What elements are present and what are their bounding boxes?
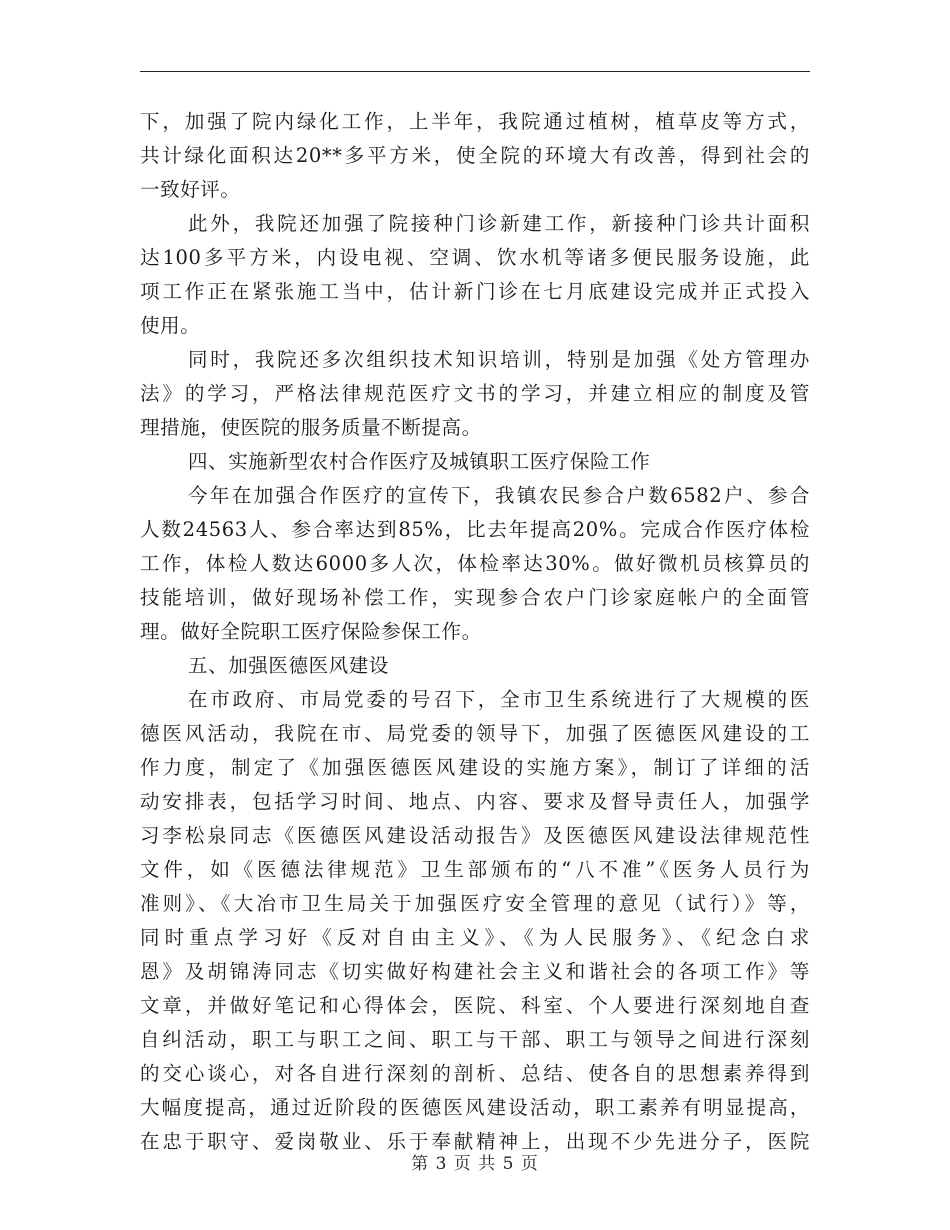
body-text: [140, 105, 810, 1159]
text-line: 大幅度提高，通过近阶段的医德医风建设活动，职工素养有明显提高，: [140, 1096, 810, 1119]
text-line: 一致好评。: [140, 178, 241, 201]
text-line: 法》的学习，严格法律规范医疗文书的学习，并建立相应的制度及管: [140, 382, 810, 405]
text-line: 四、实施新型农村合作医疗及城镇职工医疗保险工作: [188, 450, 651, 473]
text-line: 使用。: [140, 314, 201, 337]
text-line: 同时重点学习好《反对自由主义》、《为人民服务》、《纪念白求: [140, 926, 810, 949]
text-line: 项工作正在紧张施工当中，估计新门诊在七月底建设完成并正式投入: [140, 280, 810, 303]
text-line: 达100多平方米，内设电视、空调、饮水机等诸多便民服务设施，此: [140, 246, 810, 269]
text-line: 在忠于职守、爱岗敬业、乐于奉献精神上，出现不少先进分子，医院: [140, 1130, 810, 1153]
text-line: 理措施，使医院的服务质量不断提高。: [140, 416, 482, 439]
text-line: 五、加强医德医风建设: [188, 654, 390, 677]
text-line: 德医风活动，我院在市、局党委的领导下，加强了医德医风建设的工: [140, 722, 810, 745]
text-line: 在市政府、市局党委的号召下，全市卫生系统进行了大规模的医: [188, 688, 810, 711]
text-line: 文件，如《医德法律规范》卫生部颁布的“八不准”《医务人员行为: [140, 858, 810, 881]
text-line: 作力度，制定了《加强医德医风建设的实施方案》，制订了详细的活: [140, 756, 810, 779]
text-line: 的交心谈心，对各自进行深刻的剖析、总结、使各自的思想素养得到: [140, 1062, 810, 1085]
text-line: 今年在加强合作医疗的宣传下，我镇农民参合户数6582户、参合: [188, 484, 810, 507]
text-line: 文章，并做好笔记和心得体会，医院、科室、个人要进行深刻地自查: [140, 994, 810, 1017]
text-line: 动安排表，包括学习时间、地点、内容、要求及督导责任人，加强学: [140, 790, 810, 813]
text-line: 同时，我院还多次组织技术知识培训，特别是加强《处方管理办: [188, 348, 810, 371]
text-line: 工作，体检人数达6000多人次，体检率达30%。做好微机员核算员的: [140, 552, 810, 575]
header-rule: [140, 71, 810, 72]
text-line: 下，加强了院内绿化工作，上半年，我院通过植树，植草皮等方式，: [140, 110, 810, 133]
text-line: 此外，我院还加强了院接种门诊新建工作，新接种门诊共计面积: [188, 212, 810, 235]
text-line: 共计绿化面积达20**多平方米，使全院的环境大有改善，得到社会的: [140, 144, 810, 167]
text-line: 技能培训，做好现场补偿工作，实现参合农户门诊家庭帐户的全面管: [140, 586, 810, 609]
text-line: 恩》及胡锦涛同志《切实做好构建社会主义和谐社会的各项工作》等: [140, 960, 810, 983]
page-footer: 第 3 页 共 5 页: [411, 1154, 539, 1174]
text-line: 人数24563人、参合率达到85%，比去年提高20%。完成合作医疗体检: [140, 518, 810, 541]
text-line: 理。做好全院职工医疗保险参保工作。: [140, 620, 482, 643]
text-line: 习李松泉同志《医德医风建设活动报告》及医德医风建设法律规范性: [140, 824, 810, 847]
text-line: 准则》、《大冶市卫生局关于加强医疗安全管理的意见（试行）》等，: [140, 892, 810, 915]
text-line: 自纠活动，职工与职工之间、职工与干部、职工与领导之间进行深刻: [140, 1028, 810, 1051]
